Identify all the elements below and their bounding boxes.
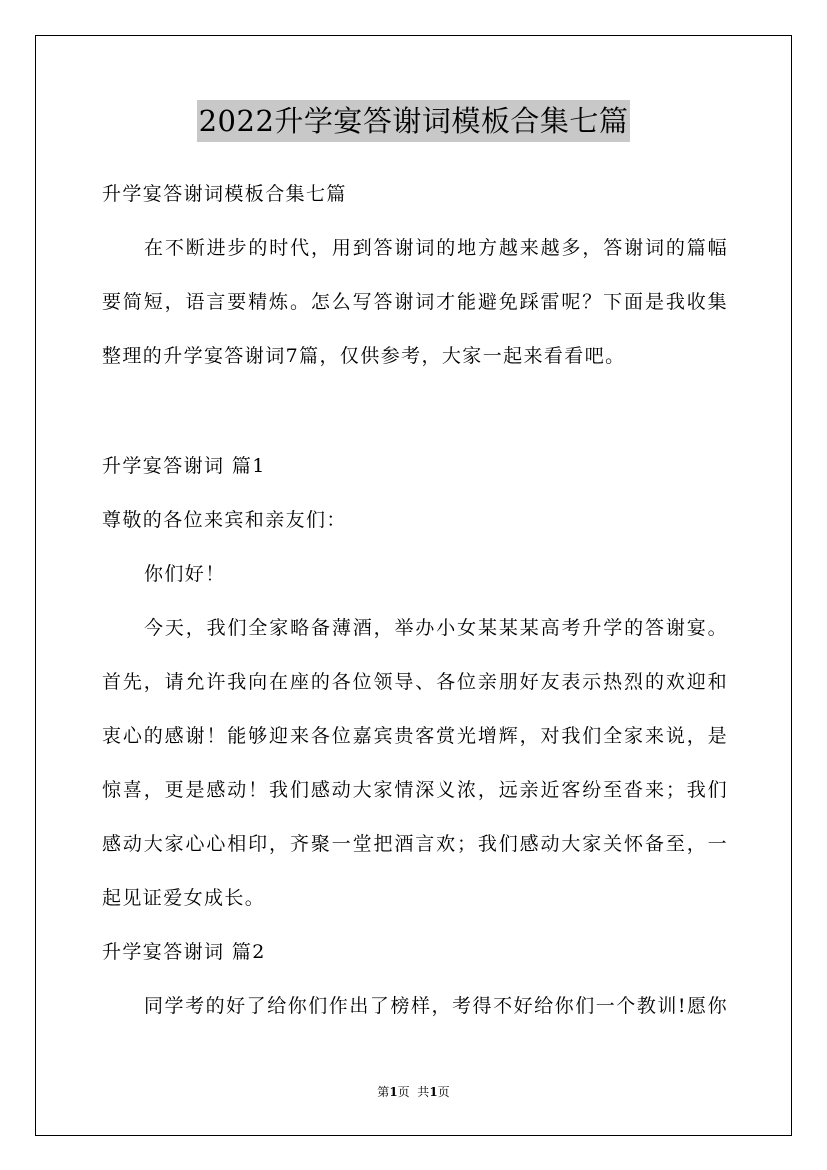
- document-title: 2022升学宴答谢词模板合集七篇: [197, 100, 631, 142]
- body-line-4: 惊喜，更是感动！我们感动大家情深义浓，远亲近客纷至沓来；我们: [102, 779, 728, 801]
- body-line-5: 感动大家心心相印，齐聚一堂把酒言欢；我们感动大家关怀备至，一: [102, 833, 728, 855]
- footer-page-prefix: 第: [377, 1085, 390, 1099]
- page-footer: [0, 1084, 827, 1100]
- footer-page-suffix: 页: [437, 1085, 450, 1099]
- intro-line-2: 要简短，语言要精炼。怎么写答谢词才能避免踩雷呢？下面是我收集: [102, 291, 728, 313]
- section-heading-2: 升学宴答谢词 篇2: [102, 941, 266, 963]
- intro-line-1: 在不断进步的时代，用到答谢词的地方越来越多，答谢词的篇幅: [144, 237, 728, 259]
- footer-page-total: 1: [429, 1085, 438, 1099]
- body-line-2: 首先，请允许我向在座的各位领导、各位亲朋好友表示热烈的欢迎和: [102, 671, 728, 693]
- footer-page-current: 1: [389, 1085, 398, 1099]
- body-line-1: 今天，我们全家略备薄酒，举办小女某某某高考升学的答谢宴。: [144, 617, 728, 639]
- body-line-7: 同学考的好了给你们作出了榜样，考得不好给你们一个教训!愿你: [144, 995, 728, 1017]
- subtitle-line: 升学宴答谢词模板合集七篇: [102, 183, 347, 205]
- body-line-6: 起见证爱女成长。: [102, 887, 266, 909]
- salutation-line: 尊敬的各位来宾和亲友们：: [102, 509, 347, 531]
- section-heading-1: 升学宴答谢词 篇1: [102, 455, 266, 477]
- greeting-line: 你们好！: [144, 563, 226, 585]
- body-line-3: 衷心的感谢！能够迎来各位嘉宾贵客赏光增辉，对我们全家来说，是: [102, 725, 728, 747]
- intro-line-3: 整理的升学宴答谢词7篇，仅供参考，大家一起来看看吧。: [102, 345, 626, 367]
- title-wrap: [0, 100, 827, 142]
- footer-page-mid: 页 共: [397, 1085, 430, 1099]
